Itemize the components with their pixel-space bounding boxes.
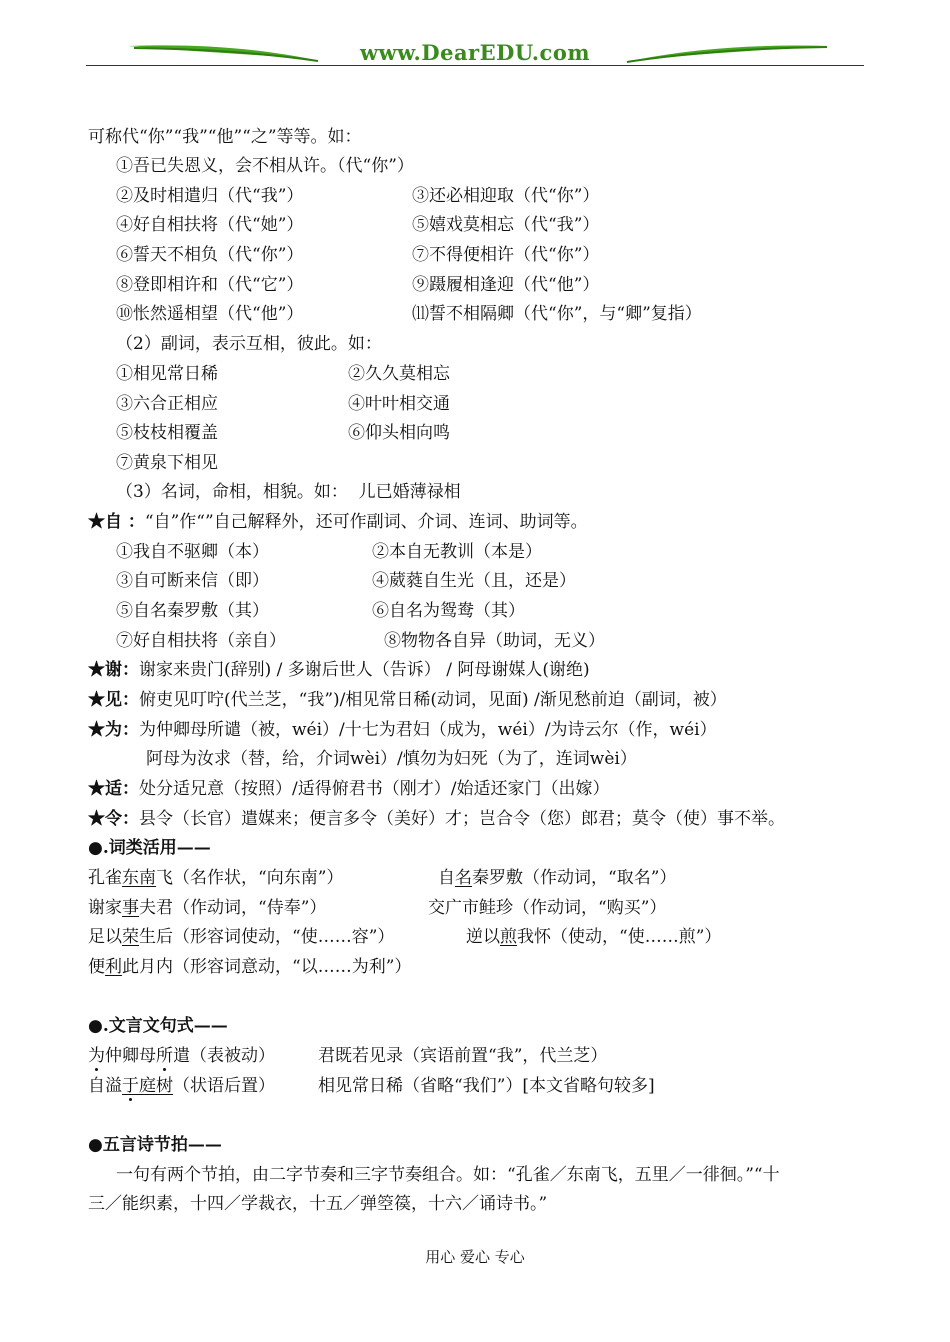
xiang-example: ⑦不得便相许（代“你”）	[412, 245, 600, 265]
xiang-example: ⑤嬉戏莫相忘（代“我”）	[412, 215, 600, 235]
xiang-intro: 可称代“你”“我”“他”“之”等等。如：	[88, 127, 362, 147]
cilei-example: 足以荣生后（形容词使动，“使……容”）	[88, 927, 395, 947]
zi-example: ⑧物物各自异（助词，无义）	[384, 631, 605, 651]
ling-text: 县令（长官）遣媒来；便言多令（美好）才；岂合令（您）郎君；莫令（使）事不举。	[139, 809, 785, 829]
adverb-example: ③六合正相应	[116, 394, 218, 414]
adverb-example: ②久久莫相忘	[348, 364, 450, 384]
zi-example: ⑥自名为鸳鸯（其）	[372, 601, 525, 621]
xiang-example: ⑥誓天不相负（代“你”）	[116, 245, 304, 265]
xiang-adverb-heading: （2）副词，表示互相，彼此。如：	[116, 334, 382, 354]
zi-example: ④葳蕤自生光（且，还是）	[372, 571, 576, 591]
zi-text: “自”作“”自己解释外，还可作副词、介词、连词、助词等。	[144, 512, 588, 532]
cilei-example: 谢家事夫君（作动词，“侍奉”）	[88, 898, 327, 918]
xiang-example: ②及时相遣归（代“我”）	[116, 186, 304, 206]
adverb-example: ⑥仰头相向鸣	[348, 423, 450, 443]
jushi-example: 为仲卿母所遣（表被动）	[88, 1046, 275, 1066]
zi-line	[88, 511, 588, 533]
jian-text: 俯吏见叮咛(代兰芝，“我”)/相见常日稀(动词，见面) /渐见愁前迫（副词，被）	[139, 690, 727, 710]
xiang-example: ④好自相扶将（代“她”）	[116, 215, 304, 235]
zi-example: ③自可断来信（即）	[116, 571, 269, 591]
jian-label: ★见：	[88, 690, 139, 710]
heading-cilei: ●.词类活用——	[88, 838, 211, 858]
wei-text: 为仲卿母所谴（被，wéi）/十七为君妇（成为，wéi）/为诗云尔（作，wéi）	[139, 720, 717, 740]
cilei-example: 自名秦罗敷（作动词，“取名”）	[438, 868, 677, 888]
wei-label: ★为：	[88, 720, 139, 740]
header-rule	[86, 65, 864, 66]
xiang-example: ⑧登即相许和（代“它”）	[116, 275, 304, 295]
xiang-example: ⑾誓不相隔卿（代“你”，与“卿”复指）	[412, 304, 702, 324]
wei-line-2: 阿母为汝求（替，给，介词wèi）/慎勿为妇死（为了，连词wèi）	[146, 749, 637, 769]
jushi-example: 相见常日稀（省略“我们”）[本文省略句较多]	[318, 1076, 655, 1096]
xiang-noun-line: （3）名词，命相，相貌。如： 儿已婚薄禄相	[116, 482, 461, 502]
xiang-example: ⑩怅然遥相望（代“他”）	[116, 304, 304, 324]
ling-line	[88, 808, 785, 830]
jushi-example: 君既若见录（宾语前置“我”，代兰芝）	[318, 1046, 608, 1066]
xie-label: ★谢：	[88, 660, 139, 680]
cilei-example: 孔雀东南飞（名作状，“向东南”）	[88, 868, 344, 888]
jian-line	[88, 689, 727, 711]
shi-line	[88, 778, 609, 800]
ling-label: ★令：	[88, 809, 139, 829]
xiang-example: ③还必相迎取（代“你”）	[412, 186, 600, 206]
zi-example: ⑦好自相扶将（亲自）	[116, 631, 286, 651]
shi-label: ★适：	[88, 779, 139, 799]
cilei-example: 便利此月内（形容词意动，“以……为利”）	[88, 957, 412, 977]
xiang-example: ①吾已失恩义，会不相从许。（代“你”）	[116, 156, 414, 176]
zi-label: ★自 ：	[88, 512, 145, 532]
xie-line	[88, 659, 590, 681]
heading-jiepai: ●五言诗节拍——	[88, 1135, 222, 1155]
shi-text: 处分适兄意（按照）/适得俯君书（刚才）/始适还家门（出嫁）	[139, 779, 610, 799]
page-footer: 用心 爱心 专心	[425, 1248, 525, 1266]
adverb-example: ④叶叶相交通	[348, 394, 450, 414]
zi-example: ①我自不驱卿（本）	[116, 542, 269, 562]
page-header	[86, 30, 864, 70]
adverb-example: ⑤枝枝相覆盖	[116, 423, 218, 443]
site-url: www.DearEDU.com	[359, 40, 591, 65]
zi-example: ②本自无教训（本是）	[372, 542, 542, 562]
adverb-example: ①相见常日稀	[116, 364, 218, 384]
xie-text: 谢家来贵门(辞别) / 多谢后世人（告诉） / 阿母谢媒人(谢绝)	[139, 660, 590, 680]
wei-line	[88, 719, 717, 741]
cilei-example: 交广市鲑珍（作动词，“购买”）	[428, 898, 667, 918]
heading-jushi: ●.文言文句式——	[88, 1016, 228, 1036]
cilei-example: 逆以煎我怀（使动，“使……煎”）	[466, 927, 722, 947]
adverb-example: ⑦黄泉下相见	[116, 453, 218, 473]
xiang-example: ⑨蹑履相逢迎（代“他”）	[412, 275, 600, 295]
zi-example: ⑤自名秦罗敷（其）	[116, 601, 269, 621]
jushi-example: 自溢于庭树（状语后置）	[88, 1076, 275, 1096]
jiepai-text: 一句有两个节拍，由二字节奏和三字节奏组合。如：“孔雀／东南飞，五里／一徘徊。”“十	[116, 1165, 780, 1185]
jiepai-text: 三／能织素，十四／学裁衣，十五／弹箜篌，十六／诵诗书。”	[88, 1194, 548, 1214]
right-wave-logo	[621, 34, 831, 68]
